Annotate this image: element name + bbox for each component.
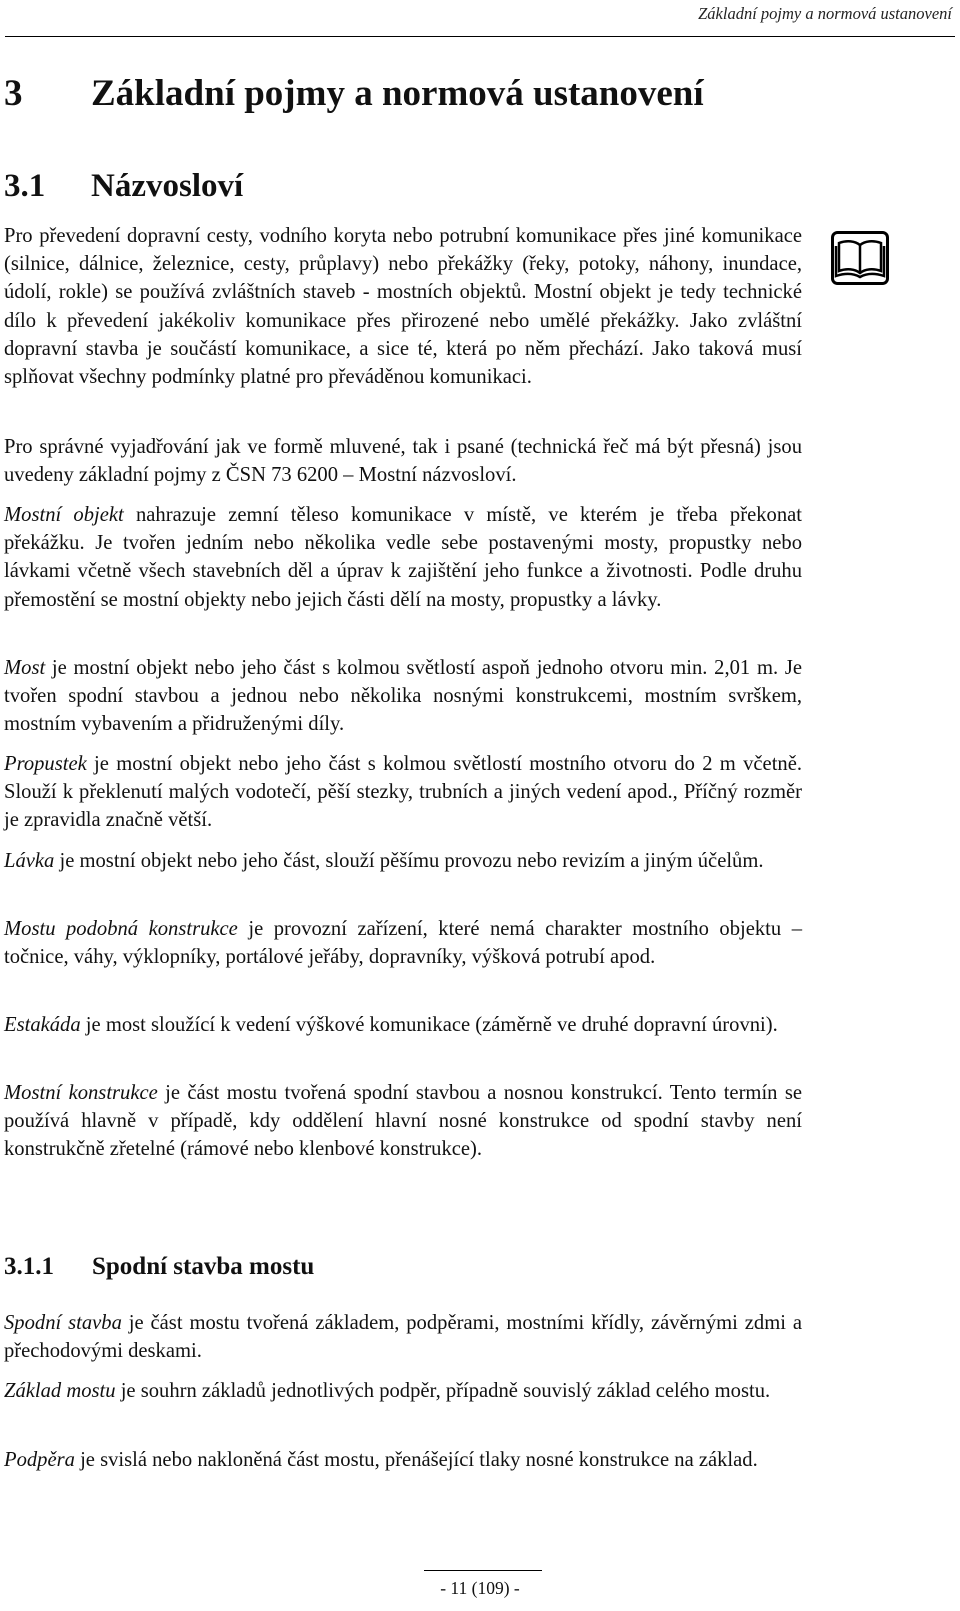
definition-term: Lávka: [4, 850, 55, 872]
definition-paragraph: [4, 847, 802, 875]
definition-term: Mostu podobná konstrukce: [4, 918, 238, 940]
definition-paragraph: [4, 1377, 802, 1405]
definition-text: je část mostu tvořená spodní stavbou a nosnou konstrukcí. Tento termín se používá hlavně v případě, kdy oddělení hlavní nosné konstrukce od spodní stavby není konstrukčně zřetelné (rámové nebo klenbové konstrukce).: [4, 1082, 802, 1161]
definition-paragraph: [4, 915, 802, 971]
definition-term: Most: [4, 657, 46, 679]
running-header: Základní pojmy a normová ustanovení: [698, 4, 952, 23]
subsection-heading: [4, 1251, 314, 1283]
definition-term: Mostní konstrukce: [4, 1082, 158, 1104]
definition-text: je svislá nebo nakloněná část mostu, přenášející tlaky nosné konstrukce na základ.: [74, 1449, 758, 1471]
intro-paragraph: Pro správné vyjadřování jak ve formě mluvené, tak i psané (technická řeč má být přesná) jsou uvedeny základní pojmy z ČSN 73 6200 – Mostní názvosloví.: [4, 436, 802, 487]
definition-text: je mostní objekt nebo jeho část s kolmou světlostí aspoň jednoho otvoru min. 2,01 m. Je tvořen spodní stavbou a jednou nebo několika nosnými konstrukcemi, mostním svrškem, mostním vybavením a přidruženými díly.: [4, 657, 802, 736]
intro-paragraph: Pro převedení dopravní cesty, vodního koryta nebo potrubní komunikace přes jiné komunikace (silnice, dálnice, železnice, cesty, průplavy) nebo překážky (řeky, potoky, náhony, inundace, údolí, rokle) se používá zvláštních staveb - mostních objektů. Mostní objekt je tedy technické dílo k převedení jakékoliv komunikace přes přirozené nebo umělé překážky. Jako zvláštní dopravní stavba je součástí komunikace, a sice té, která po něm přechází. Jako taková musí splňovat všechny podmínky platné pro převáděnou komunikaci.: [4, 225, 802, 389]
section-title: Názvosloví: [91, 168, 244, 204]
chapter-number: 3: [4, 73, 23, 114]
header-divider: [5, 36, 955, 37]
definition-paragraph: [4, 1309, 802, 1365]
chapter-heading: [4, 72, 704, 116]
definition-term: Spodní stavba: [4, 1312, 122, 1334]
definition-paragraph: [4, 1011, 802, 1039]
open-book-icon: [831, 231, 889, 285]
definition-term: Podpěra: [4, 1449, 75, 1471]
definition-term: Propustek: [4, 753, 87, 775]
footer-divider: [424, 1570, 542, 1571]
definition-term: Základ mostu: [4, 1380, 116, 1402]
definition-term: Mostní objekt: [4, 504, 124, 526]
definition-text: je mostní objekt nebo jeho část, slouží pěšímu provozu nebo revizím a jiným účelům.: [54, 850, 764, 872]
definition-text: je mostní objekt nebo jeho část s kolmou světlostí mostního otvoru do 2 m včetně. Slouží k překlenutí malých vodotečí, pěší stezky, trubních a jiných vedení apod., Příčný rozměr je zpravidla značně větší.: [4, 753, 802, 832]
definition-paragraph: [4, 1079, 802, 1164]
definition-paragraph: [4, 501, 802, 614]
definition-paragraph: [4, 1446, 802, 1474]
definition-paragraph: [4, 654, 802, 739]
definition-text: je most sloužící k vedení výškové komunikace (záměrně ve druhé dopravní úrovni).: [80, 1014, 778, 1036]
definition-paragraph: [4, 750, 802, 835]
definition-text: je část mostu tvořená základem, podpěrami, mostními křídly, závěrnými zdmi a přechodovými deskami.: [4, 1312, 802, 1363]
chapter-title: Základní pojmy a normová ustanovení: [91, 73, 704, 114]
subsection-title: Spodní stavba mostu: [92, 1253, 315, 1280]
definition-term: Estakáda: [4, 1014, 81, 1036]
page-number: - 11 (109) -: [440, 1578, 520, 1598]
subsection-number: 3.1.1: [4, 1253, 54, 1280]
section-number: 3.1: [4, 168, 46, 204]
section-heading: [4, 166, 243, 206]
definition-text: je provozní zařízení, které nemá charakter mostního objektu – točnice, váhy, výklopníky, portálové jeřáby, dopravníky, výšková potrubí apod.: [4, 918, 803, 969]
definition-text: nahrazuje zemní těleso komunikace v místě, ve kterém je třeba překonat překážku. Je tvořen jedním nebo několika vedle sebe postavenými mosty, propustky nebo lávkami včetně všech stavebních děl a úprav k zajištění jeho funkce a životnosti. Podle druhu přemostění se mostní objekty nebo jejich části dělí na mosty, propustky a lávky.: [4, 504, 802, 611]
definition-text: je souhrn základů jednotlivých podpěr, případně souvislý základ celého mostu.: [115, 1380, 771, 1402]
